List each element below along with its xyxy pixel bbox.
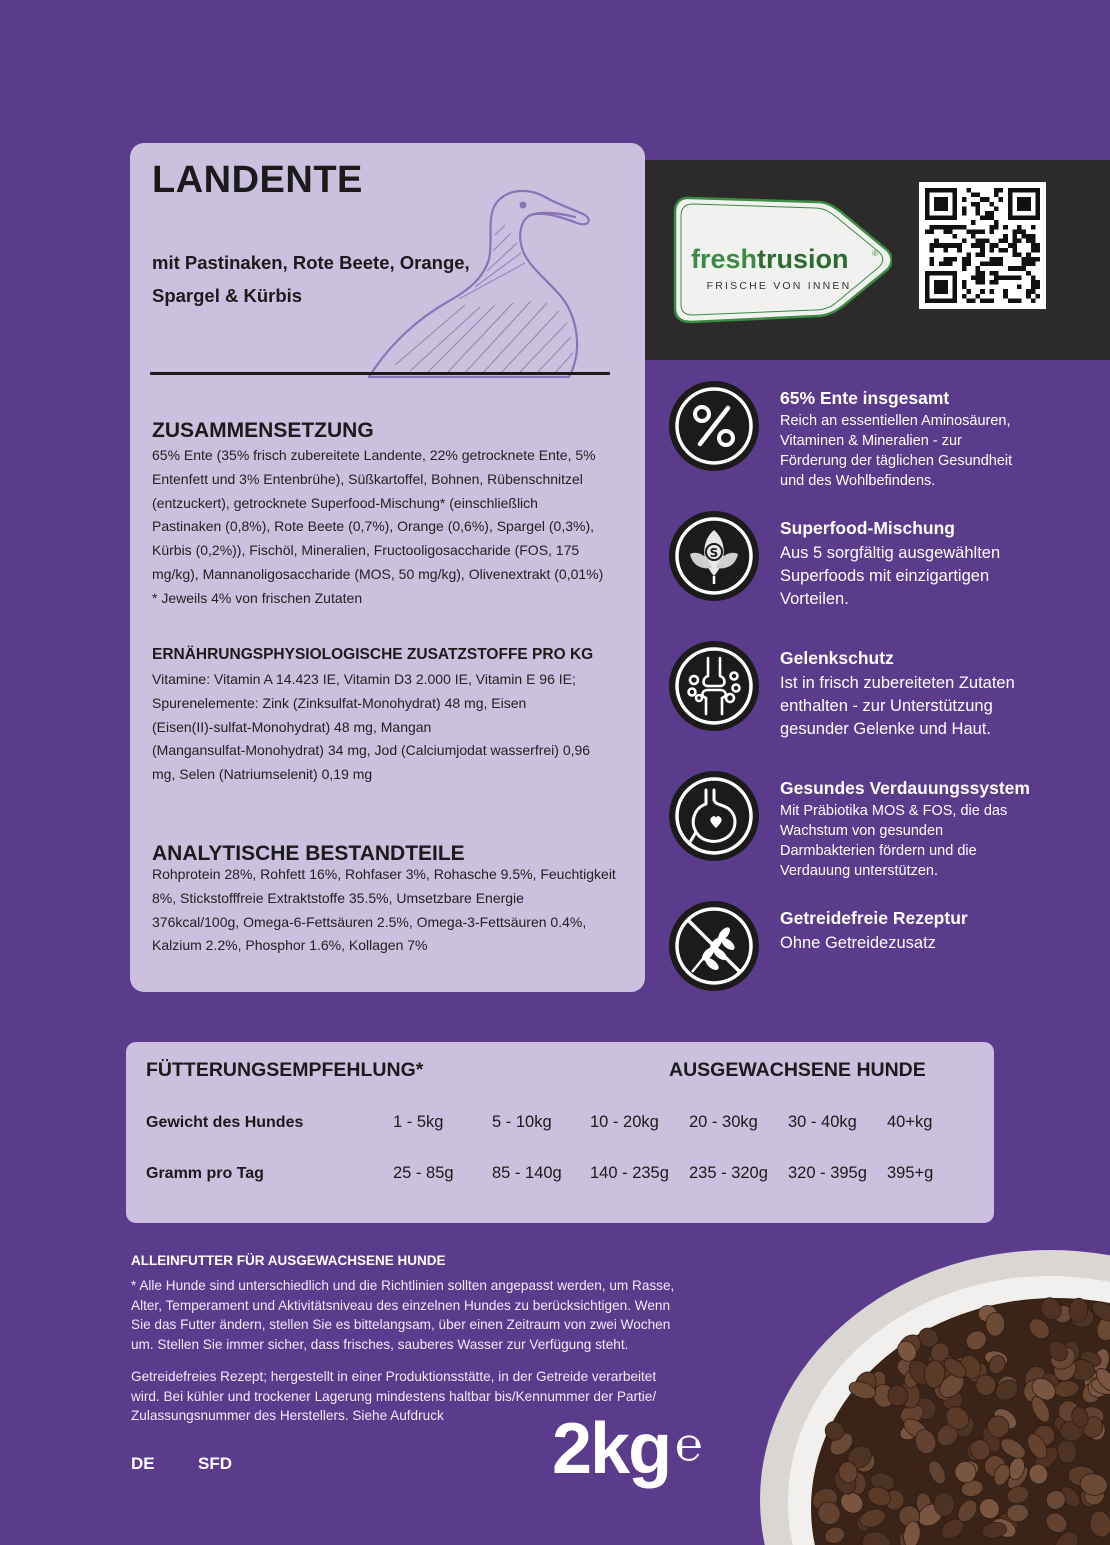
qr-module — [1031, 243, 1036, 248]
qr-code[interactable] — [919, 182, 1046, 309]
feature-title: Gelenkschutz — [780, 648, 894, 668]
text-line: Alter, Temperament und Aktivitätsniveau des einzelnen Hundes zu berücksichtigen. Wenn — [131, 1297, 671, 1313]
subtitle-line: mit Pastinaken, Rote Beete, Orange, — [152, 252, 470, 273]
qr-module — [925, 229, 930, 234]
qr-module — [1012, 243, 1017, 248]
feature-title: 65% Ente insgesamt — [780, 388, 950, 408]
text-line: mg/kg), Mannanoligosaccharide (MOS, 50 mg/kg), Olivenextrakt (0,01%) — [152, 565, 604, 582]
qr-module — [985, 239, 990, 244]
qr-module — [976, 211, 981, 216]
qr-finder — [1017, 197, 1031, 211]
qr-module — [962, 257, 967, 262]
qr-module — [980, 262, 985, 267]
svg-text:S: S — [709, 546, 719, 560]
qr-module — [1012, 229, 1017, 234]
qr-module — [948, 243, 953, 248]
qr-module — [989, 225, 994, 230]
qr-module — [1031, 298, 1036, 303]
weight-cell: 40+kg — [887, 1113, 933, 1131]
qr-module — [989, 211, 994, 216]
qr-module — [1026, 289, 1031, 294]
grams-cell: 320 - 395g — [788, 1164, 867, 1182]
qr-module — [980, 243, 985, 248]
logo-tagline: FRISCHE VON INNEN — [706, 280, 852, 292]
qr-module — [943, 262, 948, 267]
qr-module — [976, 280, 981, 285]
qr-module — [985, 216, 990, 221]
grams-row-label: Gramm pro Tag — [146, 1165, 264, 1182]
qr-module — [1022, 234, 1027, 239]
qr-module — [980, 248, 985, 253]
qr-module — [948, 257, 953, 262]
qr-module — [962, 285, 967, 290]
qr-module — [962, 294, 967, 299]
qr-module — [1035, 257, 1040, 262]
qr-module — [989, 216, 994, 221]
qr-module — [999, 262, 1004, 267]
qr-module — [976, 239, 981, 244]
qr-module — [985, 197, 990, 202]
qr-module — [999, 257, 1004, 262]
superfood-leaf-icon — [668, 510, 760, 602]
qr-module — [976, 229, 981, 234]
qr-module — [1003, 248, 1008, 253]
qr-module — [971, 243, 976, 248]
qr-code-pattern — [925, 188, 1040, 303]
feed-type-heading: ALLEINFUTTER FÜR AUSGEWACHSENE HUNDE — [131, 1253, 446, 1268]
text-line: (Eisen(II)-sulfat-Monohydrat) 48 mg, Mangan — [152, 718, 432, 735]
text-line: 376kcal/100g, Omega-6-Fettsäuren 2.5%, Omega-3-Fettsäuren 0.4%, — [152, 913, 587, 930]
qr-module — [994, 188, 999, 193]
qr-module — [976, 271, 981, 276]
qr-module — [976, 266, 981, 271]
qr-finder — [934, 280, 948, 294]
qr-module — [966, 262, 971, 267]
grams-cell: 235 - 320g — [689, 1164, 768, 1182]
feature-title: Superfood-Mischung — [780, 518, 955, 538]
text-line: (entzuckert), getrocknete Superfood-Mischung* (einschließlich — [152, 494, 538, 511]
kibble-bowl-image — [760, 1250, 1110, 1545]
weight-cell: 5 - 10kg — [492, 1113, 552, 1131]
registered-mark: ® — [872, 249, 878, 258]
qr-module — [980, 197, 985, 202]
text-line: enthalten - zur Unterstützung — [780, 697, 993, 715]
feature-item — [668, 510, 1088, 620]
product-info-panel — [130, 143, 645, 992]
qr-module — [1026, 257, 1031, 262]
logo-part-fresh: fresh — [691, 244, 758, 274]
qr-module — [953, 234, 958, 239]
qr-module — [939, 225, 944, 230]
grams-cell: 140 - 235g — [590, 1164, 669, 1182]
qr-module — [1035, 243, 1040, 248]
qr-module — [994, 257, 999, 262]
qr-module — [966, 289, 971, 294]
feeding-note — [131, 1276, 711, 1354]
net-weight: 2kg — [552, 1409, 671, 1489]
qr-module — [1026, 294, 1031, 299]
qr-module — [989, 298, 994, 303]
qr-module — [989, 243, 994, 248]
feature-text — [780, 542, 1080, 611]
product-title: LANDENTE — [152, 159, 363, 201]
composition-heading: ZUSAMMENSETZUNG — [152, 419, 374, 442]
qr-module — [985, 262, 990, 267]
qr-module — [1035, 248, 1040, 253]
qr-module — [962, 225, 967, 230]
qr-module — [989, 289, 994, 294]
text-line: wird. Bei kühler und trockener Lagerung mindestens haltbar bis/Kennummer der Partie/ — [131, 1388, 657, 1404]
qr-module — [971, 298, 976, 303]
text-line: (Mangansulfat-Monohydrat) 34 mg, Jod (Calciumjodat wasserfrei) 0,96 — [152, 742, 591, 759]
qr-module — [948, 262, 953, 267]
text-line: 65% Ente (35% frisch zubereitete Landente, 22% getrocknete Ente, 5% — [152, 447, 596, 463]
qr-module — [1035, 280, 1040, 285]
qr-module — [1031, 275, 1036, 280]
text-line: Verdauung unterstützen. — [780, 863, 939, 879]
text-line: Mit Präbiotika MOS & FOS, die das — [780, 803, 1008, 819]
grams-cell: 395+g — [887, 1164, 934, 1182]
text-line: Ist in frisch zubereiteten Zutaten — [780, 674, 1015, 692]
weight-cell: 1 - 5kg — [393, 1113, 444, 1131]
qr-module — [985, 298, 990, 303]
grain-free-icon — [668, 900, 760, 992]
qr-module — [1035, 285, 1040, 290]
qr-module — [994, 262, 999, 267]
qr-module — [985, 211, 990, 216]
feature-text — [780, 672, 1080, 741]
qr-module — [1031, 248, 1036, 253]
qr-module — [971, 220, 976, 225]
weight-cell: 30 - 40kg — [788, 1113, 857, 1131]
qr-module — [1022, 262, 1027, 267]
feature-item — [668, 770, 1088, 880]
feature-item — [668, 900, 1088, 1000]
qr-module — [1026, 234, 1031, 239]
qr-module — [980, 275, 985, 280]
text-line: um. Stellen Sie immer sicher, dass frisches, sauberes Wasser zur Verfügung steht. — [131, 1336, 629, 1352]
freshtrusion-logo — [667, 194, 892, 326]
qr-module — [1012, 239, 1017, 244]
text-line: Ohne Getreidezusatz — [780, 934, 936, 952]
qr-module — [930, 248, 935, 253]
qr-module — [1026, 239, 1031, 244]
qr-module — [962, 280, 967, 285]
qr-module — [1017, 275, 1022, 280]
qr-module — [1003, 275, 1008, 280]
qr-module — [999, 239, 1004, 244]
qr-module — [962, 262, 967, 267]
qr-module — [957, 243, 962, 248]
qr-module — [999, 275, 1004, 280]
text-line: Zulassungsnummer des Herstellers. Siehe Aufdruck — [131, 1408, 444, 1424]
qr-module — [1022, 257, 1027, 262]
qr-module — [1017, 285, 1022, 290]
qr-module — [1031, 289, 1036, 294]
qr-module — [999, 248, 1004, 253]
language-code: DE — [131, 1454, 155, 1473]
qr-module — [1012, 266, 1017, 271]
digestion-icon — [668, 770, 760, 862]
text-line: 8%, Stickstofffreie Extraktstoffe 35.5%, Umsetzbare Energie — [152, 889, 524, 906]
joint-icon — [668, 640, 760, 732]
qr-module — [962, 266, 967, 271]
qr-module — [1035, 294, 1040, 299]
qr-module — [1026, 271, 1031, 276]
qr-module — [934, 239, 939, 244]
text-line: Sie das Futter ändern, stellen Sie es bittelangsam, über einen Zeitraum von zwei Wochen — [131, 1317, 671, 1333]
qr-module — [994, 275, 999, 280]
qr-module — [966, 252, 971, 257]
text-line: Förderung der täglichen Gesundheit — [780, 453, 1013, 469]
qr-module — [957, 248, 962, 253]
qr-module — [1031, 225, 1036, 230]
text-line: Pastinaken (0,8%), Rote Beete (0,7%), Orange (0,6%), Spargel (0,3%), — [152, 518, 594, 535]
text-line: Vitaminen & Mineralien - zur — [780, 433, 962, 449]
qr-module — [980, 298, 985, 303]
text-line: Spurenelemente: Zink (Zinksulfat-Monohydrat) 48 mg, Eisen — [152, 694, 527, 711]
qr-module — [966, 188, 971, 193]
qr-module — [943, 248, 948, 253]
text-line: Kürbis (0,2%)), Fischöl, Mineralien, Fructooligosaccharide (FOS, 175 — [152, 542, 580, 559]
qr-module — [980, 252, 985, 257]
divider-line — [150, 372, 610, 375]
text-line: Superfoods mit einzigartigen — [780, 567, 990, 585]
qr-module — [976, 294, 981, 299]
qr-module — [976, 252, 981, 257]
qr-module — [1031, 234, 1036, 239]
text-line: Aus 5 sorgfältig ausgewählten — [780, 544, 1001, 562]
qr-module — [953, 225, 958, 230]
qr-module — [980, 280, 985, 285]
qr-module — [930, 243, 935, 248]
qr-module — [989, 202, 994, 207]
text-line: Vitamine: Vitamin A 14.423 IE, Vitamin D3 2.000 IE, Vitamin E 96 IE; — [152, 671, 576, 687]
qr-module — [934, 225, 939, 230]
logo-part-trusion: trusion — [757, 244, 849, 274]
additives-heading: ERNÄHRUNGSPHYSIOLOGISCHE ZUSATZSTOFFE PRO KG — [152, 646, 594, 663]
qr-module — [1026, 252, 1031, 257]
qr-module — [939, 243, 944, 248]
qr-module — [957, 225, 962, 230]
qr-module — [971, 275, 976, 280]
qr-module — [971, 193, 976, 198]
qr-module — [1031, 239, 1036, 244]
qr-module — [930, 262, 935, 267]
text-line: mg, Selen (Natriumselenit) 0,19 mg — [152, 766, 373, 783]
qr-module — [994, 220, 999, 225]
qr-module — [966, 257, 971, 262]
qr-module — [953, 243, 958, 248]
qr-module — [1031, 285, 1036, 290]
feature-text — [780, 411, 1080, 491]
qr-module — [999, 197, 1004, 202]
qr-module — [1017, 298, 1022, 303]
text-line: Rohprotein 28%, Rohfett 16%, Rohfaser 3%, Rohasche 9.5%, Feuchtigkeit — [152, 866, 616, 882]
text-line: Entenfett und 3% Entenbrühe), Süßkartoffel, Bohnen, Rübenschnitzel — [152, 470, 583, 487]
feature-title: Gesundes Verdauungssystem — [780, 778, 1030, 798]
qr-module — [1031, 262, 1036, 267]
qr-module — [971, 202, 976, 207]
qr-module — [1008, 298, 1013, 303]
qr-module — [943, 229, 948, 234]
qr-module — [976, 243, 981, 248]
text-line: Kalzium 2.2%, Phosphor 1.6%, Kollagen 7% — [152, 937, 428, 954]
qr-module — [1003, 294, 1008, 299]
qr-module — [962, 206, 967, 211]
qr-module — [980, 239, 985, 244]
qr-module — [948, 225, 953, 230]
qr-module — [994, 243, 999, 248]
qr-module — [994, 225, 999, 230]
text-line: und des Wohlbefindens. — [780, 473, 936, 489]
qr-module — [1003, 289, 1008, 294]
text-line: Darmbakterien fördern und die — [780, 843, 977, 859]
qr-module — [1003, 234, 1008, 239]
qr-module — [1003, 239, 1008, 244]
qr-module — [1008, 266, 1013, 271]
qr-module — [980, 271, 985, 276]
qr-module — [1022, 266, 1027, 271]
qr-module — [980, 229, 985, 234]
qr-module — [962, 211, 967, 216]
qr-module — [930, 257, 935, 262]
additives-text — [152, 668, 622, 787]
qr-module — [1026, 262, 1031, 267]
text-line: Vorteilen. — [780, 590, 849, 608]
qr-module — [1012, 248, 1017, 253]
qr-module — [1003, 225, 1008, 230]
subtitle-line: Spargel & Kürbis — [152, 285, 303, 306]
weight-cell: 20 - 30kg — [689, 1113, 758, 1131]
feeding-recommendation-table — [126, 1042, 994, 1223]
qr-module — [939, 262, 944, 267]
qr-module — [948, 229, 953, 234]
logo-wordmark — [691, 244, 849, 274]
qr-module — [966, 229, 971, 234]
qr-module — [943, 243, 948, 248]
text-line: Getreidefreies Rezept; hergestellt in einer Produktionsstätte, in der Getreide verarbeitet — [131, 1369, 657, 1384]
duck-illustration — [355, 175, 610, 380]
estimated-sign-icon: ℮ — [675, 1419, 703, 1470]
qr-finder — [934, 197, 948, 211]
weight-row-label: Gewicht des Hundes — [146, 1114, 304, 1131]
qr-module — [1008, 243, 1013, 248]
qr-module — [966, 298, 971, 303]
qr-module — [1012, 298, 1017, 303]
qr-module — [1017, 229, 1022, 234]
composition-text — [152, 444, 622, 611]
analytical-text — [152, 863, 622, 958]
qr-module — [980, 289, 985, 294]
text-line: * Alle Hunde sind unterschiedlich und die Richtlinien sollten angepasst werden, um Rasse, — [131, 1278, 675, 1293]
qr-module — [976, 206, 981, 211]
brand-code: SFD — [198, 1454, 232, 1473]
qr-module — [1022, 229, 1027, 234]
qr-module — [930, 229, 935, 234]
qr-module — [1017, 252, 1022, 257]
grams-cell: 25 - 85g — [393, 1164, 454, 1182]
qr-module — [1008, 275, 1013, 280]
qr-module — [989, 280, 994, 285]
feature-title: Getreidefreie Rezeptur — [780, 908, 968, 928]
qr-module — [989, 248, 994, 253]
grams-cell: 85 - 140g — [492, 1164, 562, 1182]
qr-module — [1012, 234, 1017, 239]
qr-module — [930, 225, 935, 230]
weight-cell: 10 - 20kg — [590, 1113, 659, 1131]
qr-module — [994, 280, 999, 285]
feature-item — [668, 380, 1088, 490]
qr-module — [994, 193, 999, 198]
qr-module — [1017, 239, 1022, 244]
feature-text — [780, 932, 1080, 955]
feeding-title: FÜTTERUNGSEMPFEHLUNG* — [146, 1059, 424, 1081]
qr-module — [1031, 280, 1036, 285]
qr-module — [971, 229, 976, 234]
qr-module — [989, 257, 994, 262]
qr-module — [976, 275, 981, 280]
qr-module — [994, 206, 999, 211]
qr-module — [976, 202, 981, 207]
qr-module — [999, 188, 1004, 193]
qr-module — [1012, 275, 1017, 280]
qr-module — [1031, 257, 1036, 262]
qr-module — [943, 257, 948, 262]
qr-module — [980, 216, 985, 221]
text-line: Wachstum von gesunden — [780, 823, 944, 839]
text-line: gesunder Gelenke und Haut. — [780, 720, 991, 738]
qr-module — [994, 271, 999, 276]
qr-module — [1012, 252, 1017, 257]
qr-module — [962, 239, 967, 244]
percent-icon — [668, 380, 760, 472]
text-line: Reich an essentiellen Aminosäuren, — [780, 413, 1011, 429]
qr-module — [943, 225, 948, 230]
qr-module — [953, 257, 958, 262]
qr-module — [934, 243, 939, 248]
qr-module — [989, 262, 994, 267]
qr-module — [1017, 266, 1022, 271]
analytical-heading: ANALYTISCHE BESTANDTEILE — [152, 842, 465, 865]
qr-module — [1017, 225, 1022, 230]
feature-text — [780, 801, 1080, 881]
qr-module — [989, 229, 994, 234]
brand-block — [645, 160, 1110, 360]
qr-module — [971, 234, 976, 239]
qr-module — [989, 271, 994, 276]
qr-module — [976, 193, 981, 198]
text-line: * Jeweils 4% von frischen Zutaten — [152, 589, 363, 606]
feature-item — [668, 640, 1088, 750]
qr-module — [962, 197, 967, 202]
feeding-subtitle: AUSGEWACHSENE HUNDE — [669, 1059, 926, 1081]
